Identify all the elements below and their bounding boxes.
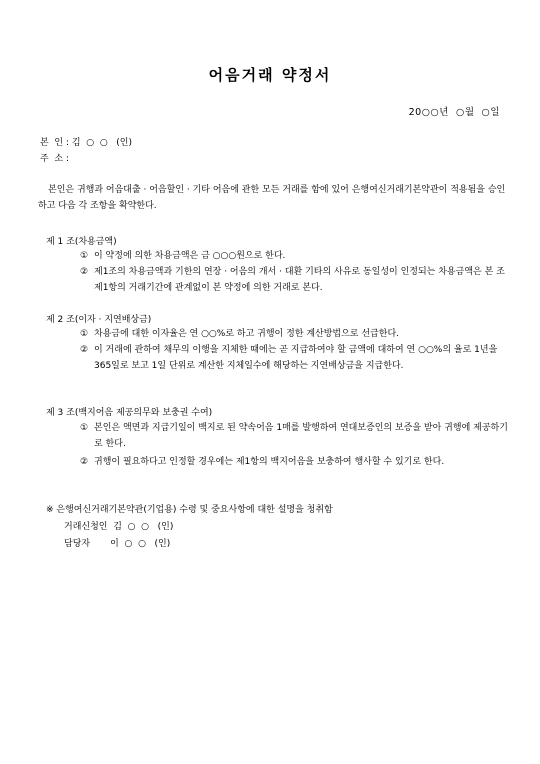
item-text: 이 거래에 관하여 채무의 이행을 지체한 때에는 곧 지급하여야 할 금액에 대하여 연 ○○%의 율로 1년을 365일로 보고 1일 단위로 계산한 지체일수에 해당하는 지연배상금을 지급한다. (94, 345, 498, 371)
item-number: ① (80, 423, 89, 433)
document-title: 어음거래 약정서 (208, 66, 332, 84)
item-text: 차용금에 대한 이자율은 연 ○○%로 하고 귀행이 정한 계산방법으로 선급한다. (94, 329, 399, 339)
article-1-item-1 (80, 248, 508, 264)
article-2-title: 제 2 조(이자 · 지연배상금) (46, 315, 152, 325)
item-text: 본인은 액면과 지급기일이 백지로 된 약속어음 1매를 발행하여 연대보증인의 보증을 받아 귀행에 제공하기로 한다. (94, 423, 508, 449)
intro-paragraph: 본인은 귀행과 어음대출 · 어음할인 · 기타 어음에 관한 모든 거래를 함에 있어 은행여신거래기본약관이 적용됨을 승인하고 다음 각 조항을 확약한다. (38, 185, 506, 211)
item-number: ① (80, 251, 89, 261)
manager-signature: 담당자 이 ○ ○ (인) (64, 539, 171, 549)
principal-line: 본 인 : 김 ○ ○ (인) (40, 138, 133, 148)
article-3-item-2 (80, 454, 508, 470)
applicant-signature: 거래신청인 김 ○ ○ (인) (64, 522, 174, 532)
item-number: ② (80, 345, 89, 355)
article-3-item-1 (80, 420, 508, 452)
item-text: 제1조의 차용금액과 기한의 연장 · 어음의 개서 · 대환 기타의 사유로 동일성이 인정되는 차용금액은 본 조 제1항의 거래기간에 관계없이 본 약정에 의한 거래로 본다. (94, 267, 505, 293)
article-1-item-2 (80, 264, 508, 296)
article-2-item-1 (80, 326, 508, 342)
article-1-title: 제 1 조(차용금액) (46, 237, 117, 247)
article-3-title: 제 3 조(백지어음 제공의무와 보충권 수여) (46, 408, 213, 418)
acknowledgement-note: ※ 은행여신거래기본약관(기업용) 수령 및 중요사항에 대한 설명을 청취함 (46, 505, 333, 515)
item-text: 귀행이 필요하다고 인정할 경우에는 제1항의 백지어음을 보충하여 행사할 수 있기로 한다. (94, 457, 445, 467)
item-number: ② (80, 267, 89, 277)
document-date: 20○○년 ○월 ○일 (408, 107, 500, 118)
item-number: ② (80, 457, 89, 467)
item-text: 이 약정에 의한 차용금액은 금 ○○○원으로 한다. (94, 251, 286, 261)
address-line: 주 소 : (40, 154, 70, 164)
article-2-item-2 (80, 342, 508, 374)
item-number: ① (80, 329, 89, 339)
